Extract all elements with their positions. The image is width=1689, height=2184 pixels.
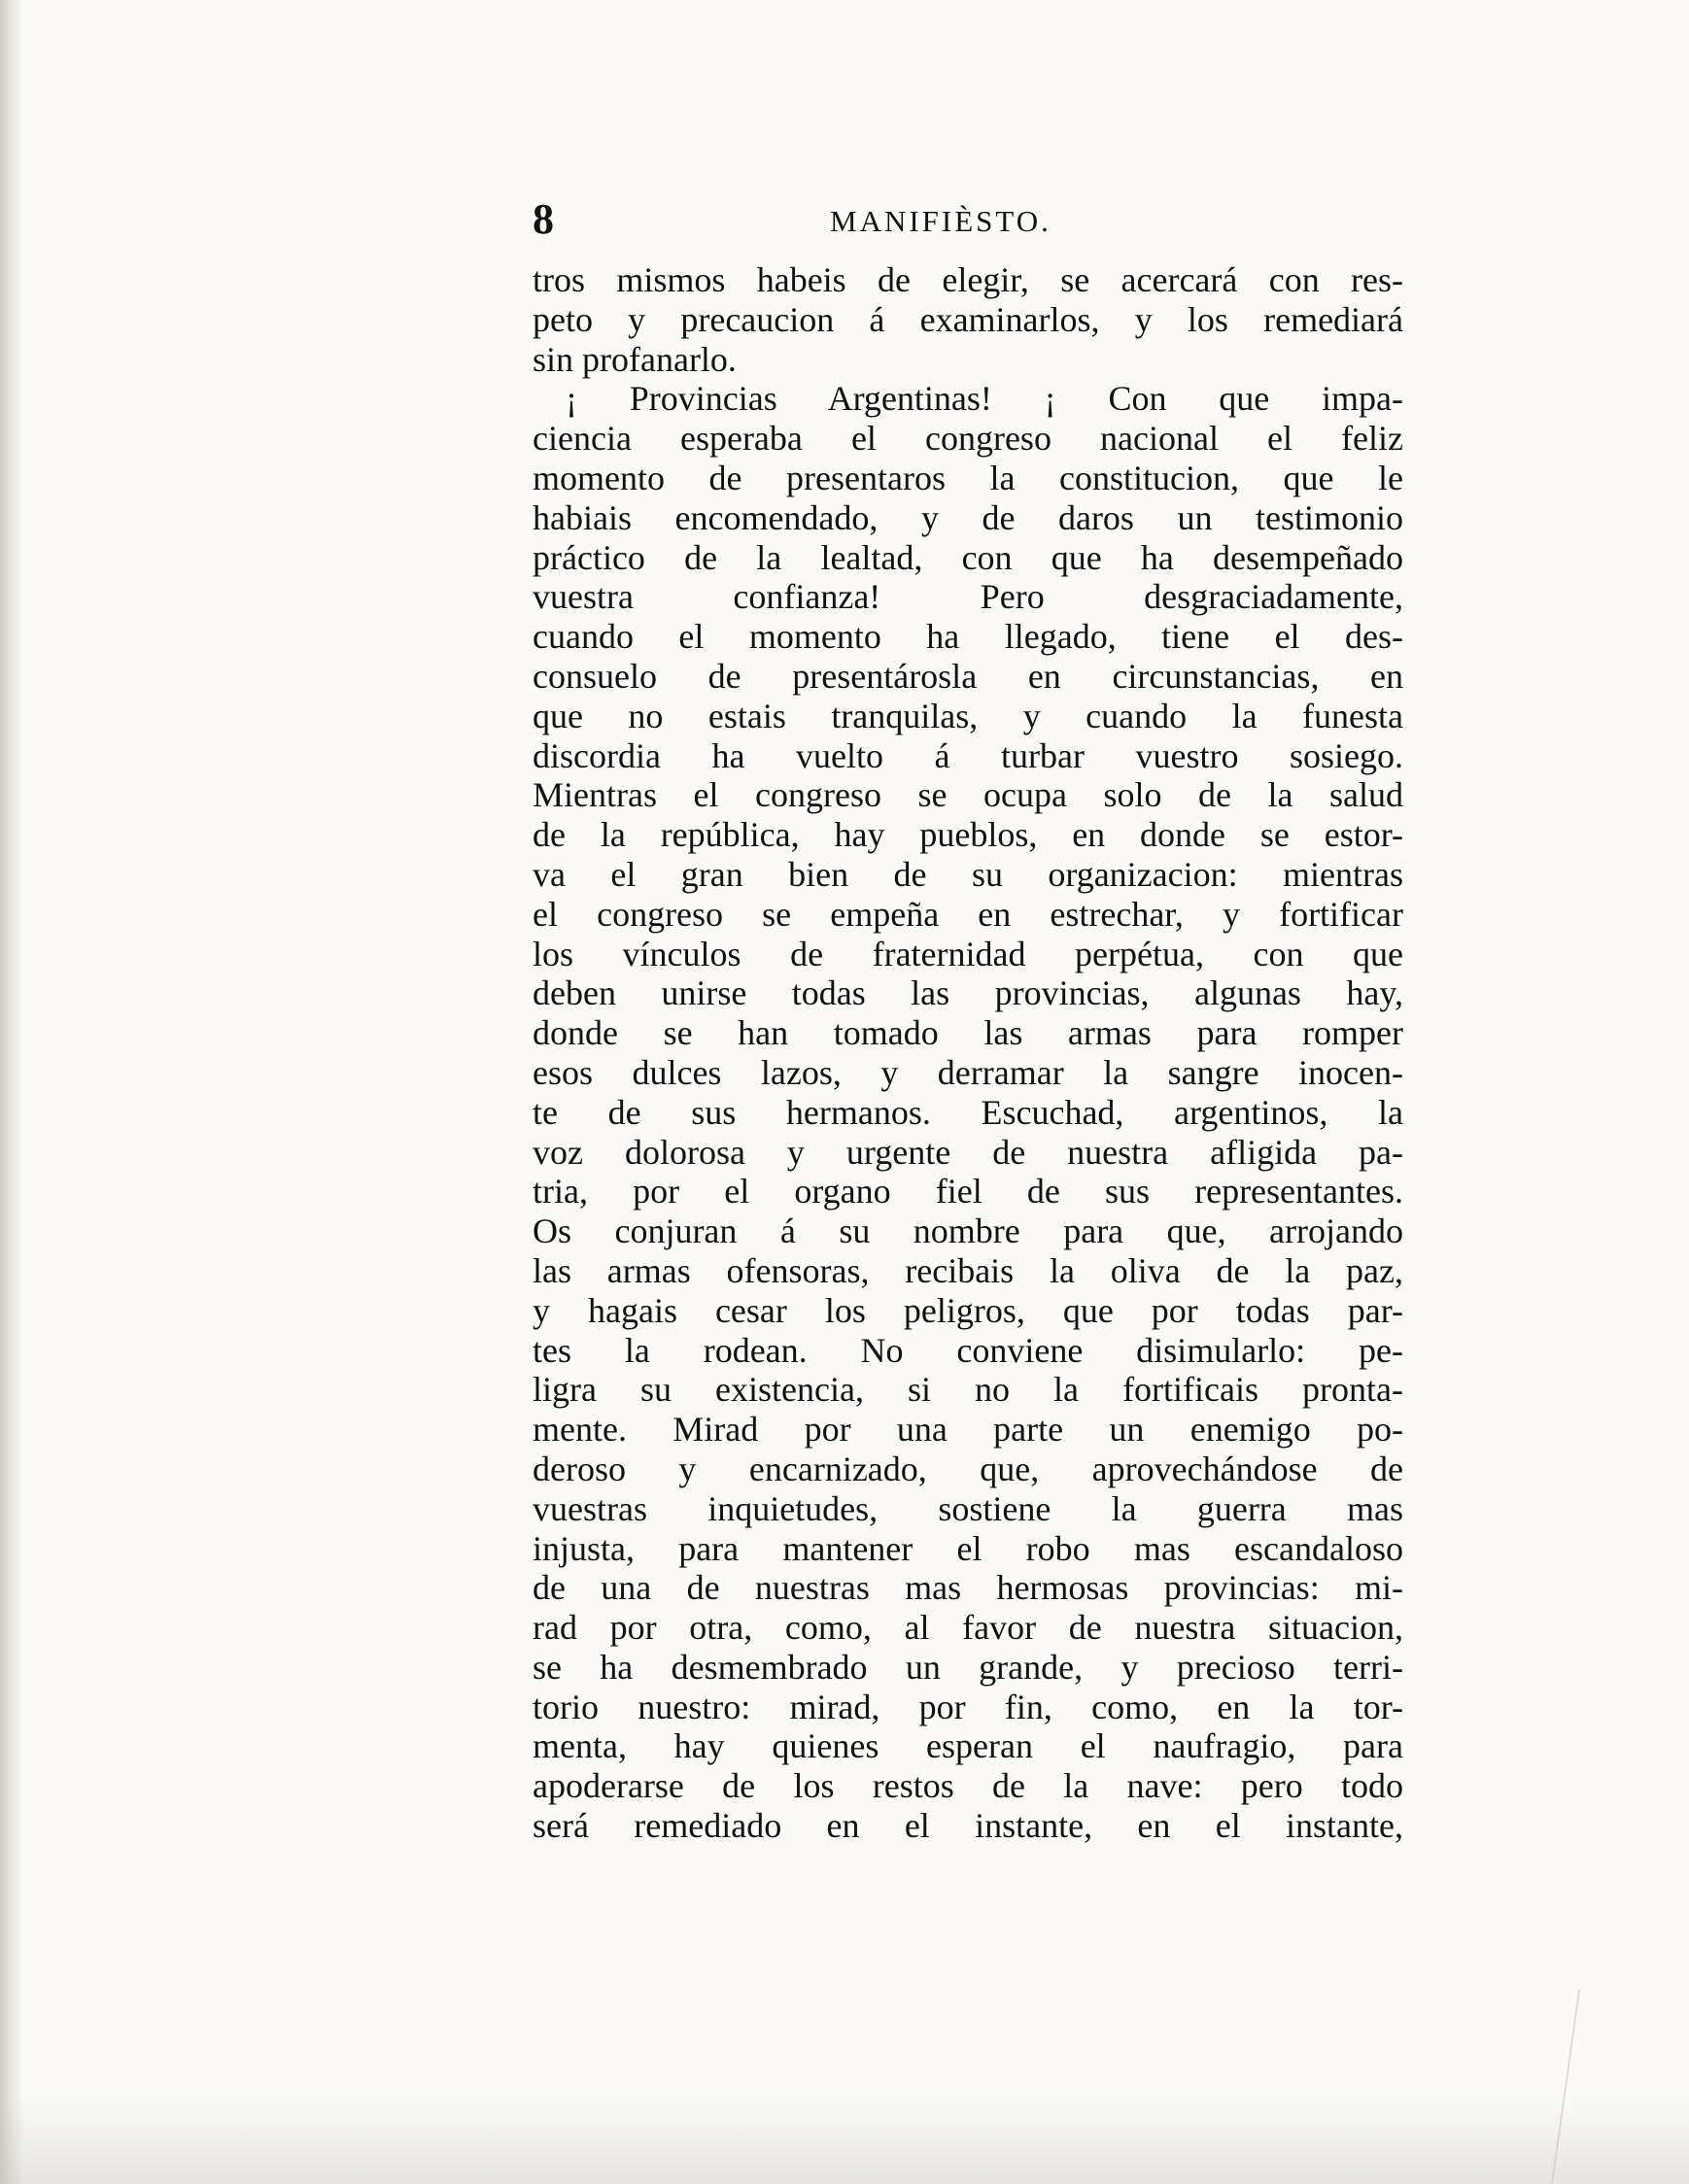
text-line: voz dolorosa y urgente de nuestra afligida pa- bbox=[533, 1132, 1403, 1172]
text-line: apoderarse de los restos de la nave: pero todo bbox=[533, 1766, 1403, 1806]
text-line: sin profanarlo. bbox=[533, 339, 737, 379]
text-line: momento de presentaros la constitucion, que le bbox=[533, 458, 1403, 497]
text-line: donde se han tomado las armas para romper bbox=[533, 1013, 1403, 1053]
text-line: ciencia esperaba el congreso nacional el feliz bbox=[533, 419, 1403, 459]
text-line: y hagais cesar los peligros, que por todas par- bbox=[533, 1290, 1403, 1330]
text-line: peto y precaucion á examinarlos, y los remediará bbox=[533, 299, 1403, 339]
page-bottom-shadow bbox=[0, 2097, 1689, 2184]
text-line: ¡ Provincias Argentinas! ¡ Con que impa- bbox=[566, 379, 1403, 419]
text-line: Mientras el congreso se ocupa solo de la salud bbox=[533, 775, 1403, 815]
text-line: los vínculos de fraternidad perpétua, con que bbox=[533, 934, 1403, 973]
text-line: rad por otra, como, al favor de nuestra situacion, bbox=[533, 1608, 1403, 1648]
text-line: cuando el momento ha llegado, tiene el des- bbox=[533, 617, 1403, 657]
text-line: ligra su existencia, si no la fortificais pronta- bbox=[533, 1370, 1403, 1410]
text-line: te de sus hermanos. Escuchad, argentinos, la bbox=[533, 1092, 1403, 1132]
text-line: las armas ofensoras, recibais la oliva de la paz, bbox=[533, 1250, 1403, 1290]
page-number: 8 bbox=[533, 195, 554, 243]
body-text bbox=[533, 260, 1403, 1846]
text-line: se ha desmembrado un grande, y precioso terri- bbox=[533, 1647, 1403, 1687]
text-line: práctico de la lealtad, con que ha desempeñado bbox=[533, 537, 1403, 577]
text-line: vuestras inquietudes, sostiene la guerra mas bbox=[533, 1488, 1403, 1528]
text-line: torio nuestro: mirad, por fin, como, en la tor- bbox=[533, 1687, 1403, 1726]
text-line: habiais encomendado, y de daros un testimonio bbox=[533, 497, 1403, 537]
text-line: Os conjuran á su nombre para que, arrojando bbox=[533, 1211, 1403, 1251]
page-corner-fold bbox=[1551, 1990, 1689, 2184]
text-line: tria, por el organo fiel de sus representantes. bbox=[533, 1172, 1403, 1211]
text-line: deroso y encarnizado, que, aprovechándose de bbox=[533, 1449, 1403, 1488]
text-line: vuestra confianza! Pero desgraciadamente, bbox=[533, 577, 1403, 617]
text-line: tros mismos habeis de elegir, se acercará con res- bbox=[533, 260, 1403, 299]
page-edge-shadow bbox=[0, 0, 25, 2184]
text-line: de la república, hay pueblos, en donde se estor- bbox=[533, 815, 1403, 855]
running-head-title: MANIFIÈSTO. bbox=[830, 204, 1051, 238]
text-line: esos dulces lazos, y derramar la sangre inocen- bbox=[533, 1052, 1403, 1092]
text-line: de una de nuestras mas hermosas provincias: mi- bbox=[533, 1568, 1403, 1608]
running-head bbox=[533, 190, 1403, 251]
text-line: será remediado en el instante, en el instante, bbox=[533, 1806, 1403, 1846]
text-line: tes la rodean. No conviene disimularlo: pe- bbox=[533, 1330, 1403, 1370]
text-line: va el gran bien de su organizacion: mientras bbox=[533, 854, 1403, 894]
text-line: que no estais tranquilas, y cuando la funesta bbox=[533, 696, 1403, 735]
text-line: discordia ha vuelto á turbar vuestro sosiego. bbox=[533, 735, 1403, 775]
text-line: consuelo de presentárosla en circunstancias, en bbox=[533, 656, 1403, 696]
text-line: menta, hay quienes esperan el naufragio, para bbox=[533, 1726, 1403, 1766]
page-text-block bbox=[533, 190, 1403, 1846]
text-line: deben unirse todas las provincias, algunas hay, bbox=[533, 973, 1403, 1013]
text-line: mente. Mirad por una parte un enemigo po- bbox=[533, 1410, 1403, 1450]
text-line: el congreso se empeña en estrechar, y fortificar bbox=[533, 894, 1403, 934]
text-line: injusta, para mantener el robo mas escandaloso bbox=[533, 1528, 1403, 1568]
